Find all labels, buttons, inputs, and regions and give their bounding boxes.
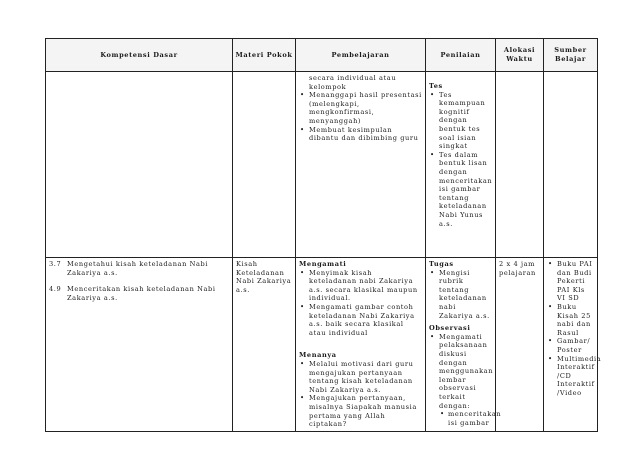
cell-materi-pokok: Kisah Keteladanan Nabi Zakariya a.s. bbox=[233, 258, 296, 432]
header-alokasi-waktu: Alokasi Waktu bbox=[496, 39, 544, 72]
header-pembelajaran: Pembelajaran bbox=[296, 39, 426, 72]
kd-number: 3.7 bbox=[49, 260, 62, 268]
table-row bbox=[46, 72, 598, 258]
tes-heading: Tes bbox=[429, 82, 443, 90]
cell-alokasi-waktu: 2 x 4 jam pelajaran bbox=[496, 258, 544, 432]
list-item: • Buku Kisah 25 nabi dan Rasul bbox=[547, 303, 594, 337]
pembelajaran-line: kelompok bbox=[309, 82, 347, 91]
cell-alokasi-empty bbox=[496, 72, 544, 258]
header-penilaian: Penilaian bbox=[426, 39, 496, 72]
list-item: • Menyimak kisah keteladanan nabi Zakariya a.s. secara klasikal maupun individual. bbox=[299, 269, 422, 303]
list-item: • Multimedia Interaktif /CD Interaktif /Video bbox=[547, 355, 594, 398]
menanya-heading: Menanya bbox=[299, 351, 337, 360]
list-item: • Buku PAI dan Budi Pekerti PAI Kls VI SD bbox=[547, 260, 594, 303]
cell-kompetensi-dasar bbox=[46, 258, 233, 432]
list-item: • menceritakan isi gambar bbox=[439, 410, 492, 427]
header-kompetensi-dasar: Kompetensi Dasar bbox=[46, 39, 233, 72]
list-item: • Mengamati pelaksanaan diskusi dengan menggunakan lembar observasi terkait dengan: bbox=[429, 333, 492, 410]
header-sumber-belajar: Sumber Belajar bbox=[544, 39, 598, 72]
kd-text: Menceritakan kisah keteladanan Nabi Zakariya a.s. bbox=[67, 285, 216, 302]
kd-text: Mengetahui kisah keteladanan Nabi Zakariya a.s. bbox=[67, 260, 209, 277]
list-item: • Mengajukan pertanyaan, misalnya Siapakah manusia pertama yang Allah ciptakan? bbox=[299, 394, 422, 428]
list-item: • Membuat kesimpulan dibantu dan dibimbing guru bbox=[299, 126, 422, 143]
cell-pembelajaran bbox=[296, 258, 426, 432]
list-item: • Melalui motivasi dari guru mengajukan pertanyaan tentang kisah keteladanan Nabi Zakariya a.s. bbox=[299, 360, 422, 394]
tugas-heading: Tugas bbox=[429, 260, 454, 268]
list-item: • Menanggapi hasil presentasi (melengkapi, mengkonfirmasi, menyanggah) bbox=[299, 91, 422, 125]
cell-pembelajaran-continued bbox=[296, 72, 426, 258]
list-item: • Tes dalam bentuk lisan dengan menceritakan isi gambar tentang keteladanan Nabi Yunus a.s. bbox=[429, 151, 492, 228]
cell-sumber-belajar bbox=[544, 258, 602, 432]
table-header-row bbox=[46, 39, 598, 72]
list-item: • Mengamati gambar contoh keteladanan Nabi Zakariya a.s. baik secara klasikal atau individual bbox=[299, 303, 422, 337]
cell-penilaian bbox=[426, 258, 502, 432]
lesson-plan-table bbox=[45, 38, 602, 432]
list-item: • Gambar/ Poster bbox=[547, 337, 594, 354]
cell-kompetensi-empty bbox=[46, 72, 233, 258]
header-materi-pokok: Materi Pokok bbox=[233, 39, 296, 72]
cell-penilaian-tes bbox=[426, 72, 496, 258]
kd-number: 4.9 bbox=[49, 285, 62, 294]
mengamati-heading: Mengamati bbox=[299, 260, 347, 268]
observasi-heading: Observasi bbox=[429, 324, 471, 333]
list-item: • Mengisi rubrik tentang keteladanan nabi Zakariya a.s. bbox=[429, 269, 492, 321]
list-item: • Tes kemampuan kognitif dengan bentuk tes soal isian singkat bbox=[429, 91, 492, 151]
cell-sumber-empty bbox=[544, 72, 598, 258]
cell-materi-empty bbox=[233, 72, 296, 258]
pembelajaran-line: secara individual atau bbox=[309, 74, 397, 82]
table-row bbox=[46, 258, 598, 432]
